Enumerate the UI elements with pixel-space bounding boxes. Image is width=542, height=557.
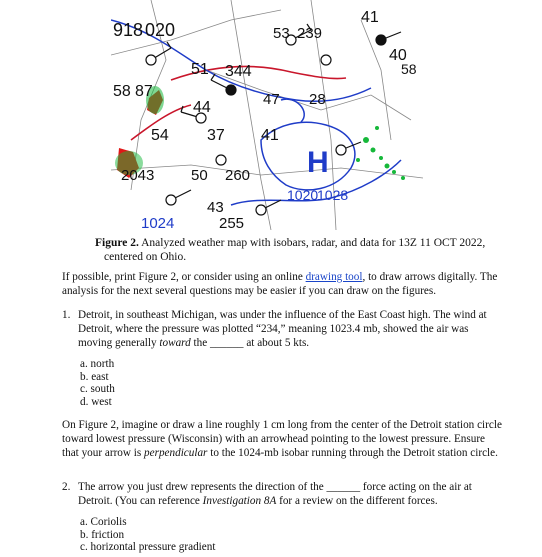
choice-friction[interactable]: b. friction [80, 528, 125, 541]
station-label: 2043 [121, 167, 155, 184]
station-label: 1024 [141, 215, 175, 230]
station-label: 44 [193, 99, 211, 116]
station-label: 58 [401, 61, 417, 77]
caption-text: Analyzed weather map with isobars, radar, and data for 13Z 11 OCT 2022, [138, 237, 486, 249]
station-label: 41 [361, 9, 379, 26]
station-label: 239 [297, 25, 323, 42]
question-number: 2. [62, 481, 71, 493]
station-label: 344 [225, 63, 252, 80]
choice-coriolis[interactable]: a. Coriolis [80, 516, 127, 528]
station-label: 47 [263, 91, 280, 108]
intro-paragraph [62, 271, 502, 299]
high-pressure-label: H [307, 146, 329, 179]
station-label: 54 [151, 127, 169, 144]
choice-north[interactable]: a. north [80, 358, 115, 370]
station-label: 1028 [317, 187, 349, 203]
station-label: 918 [113, 20, 144, 40]
station-label: 1020 [287, 187, 319, 203]
station-label: 28 [309, 91, 326, 108]
choice-west[interactable]: d. west [80, 395, 112, 408]
choice-east[interactable]: b. east [80, 370, 109, 383]
station-label: 53 [273, 25, 290, 42]
station-label: 50 [191, 167, 208, 184]
station-label: 43 [207, 199, 224, 216]
figure-caption [95, 236, 515, 264]
question-number: 1. [62, 309, 71, 321]
drawing-tool-link[interactable]: drawing tool [305, 271, 363, 283]
question-text: The arrow you just drew represents the direction of the ______ force acting on the air at Detroit. (You can reference Investigation 8A for a review on the different forces. [78, 481, 472, 507]
caption-text-2: centered on Ohio. [104, 251, 187, 263]
question-1-choices [80, 358, 115, 408]
intro-text-2: , to draw arrows digitally. The analysis for the next several questions may be easier if you can draw on the figures. [62, 271, 498, 297]
station-label: 40 [389, 47, 407, 64]
station-label: 41 [261, 127, 279, 144]
choice-pressure-gradient[interactable]: c. horizontal pressure gradient [80, 541, 216, 554]
question-2-choices [80, 516, 215, 554]
question-1 [62, 309, 502, 350]
weather-map [111, 0, 423, 230]
instruction-paragraph: On Figure 2, imagine or draw a line roughly 1 cm long from the center of the Detroit station circle toward lowest pressure (Wisconsin) with an arrowhead pointing to the lowest pressure. Ensure that your arrow is perpendicular to the 1024-mb isobar running through the Detroit station circle. [62, 419, 502, 459]
intro-text: If possible, print Figure 2, or consider using an online [62, 271, 306, 283]
station-label: 87 [135, 83, 153, 100]
question-text: Detroit, in southeast Michigan, was under the influence of the East Coast high. The wind at Detroit, where the pressure was plotted “234,” meaning 1023.4 mb, showed the air was moving generally toward the ______ at about 5 kts. [78, 309, 487, 349]
station-label: 37 [207, 127, 225, 144]
choice-south[interactable]: c. south [80, 383, 115, 396]
station-label: 51 [191, 61, 209, 78]
station-label: 260 [225, 167, 251, 184]
question-2 [62, 481, 502, 509]
station-label: 255 [219, 215, 245, 230]
station-label: 58 [113, 83, 131, 100]
station-label: 020 [145, 20, 176, 40]
figure-label: Figure 2. [95, 237, 139, 249]
